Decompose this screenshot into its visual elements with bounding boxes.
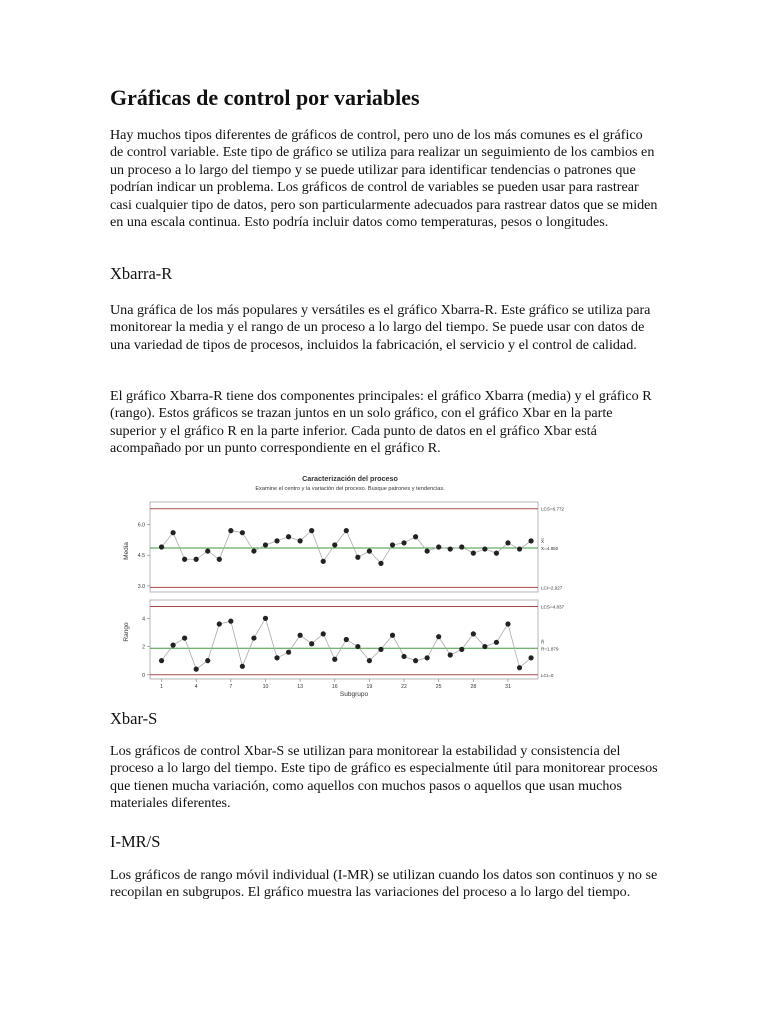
xbar-r-chart — [110, 472, 565, 704]
media-data-point — [240, 530, 245, 535]
x-tick-label-4: 13 — [297, 684, 304, 690]
media-data-point — [459, 544, 464, 549]
media-data-point — [205, 548, 210, 553]
rango-series-line — [162, 618, 532, 669]
x-tick-label-7: 22 — [401, 684, 407, 690]
rango-data-point — [355, 644, 360, 649]
rango-y-tick-label-2: 4 — [142, 616, 145, 623]
rango-data-point — [321, 631, 326, 636]
rango-data-point — [194, 667, 199, 672]
media-data-point — [436, 544, 441, 549]
media-data-point — [298, 538, 303, 543]
rango-data-point — [413, 658, 418, 663]
i-mr-s-paragraph: Los gráficos de rango móvil individual (I-MR) se utilizan cuando los datos son continuos y no se recopilan en subgrupos. El gráfico muestra las variaciones del proceso a lo largo del tiempo. — [110, 867, 658, 901]
control-chart-figure — [110, 472, 565, 704]
x-tick-label-0: 1 — [160, 684, 163, 690]
media-data-point — [413, 534, 418, 539]
xbarra-r-paragraph-1: Una gráfica de los más populares y versátiles es el gráfico Xbarra-R. Este gráfico se utiliza para monitorear la media y el rango de un proceso a lo largo del tiempo. Se puede usar con datos de una variedad de tipos de procesos, incluidos la fabricación, el servicio y el control de calidad. — [110, 302, 651, 353]
rango-data-point — [436, 634, 441, 639]
x-axis-label: Subgrupo — [339, 691, 369, 698]
rango-ucl-label: LCS=4.837 — [541, 604, 565, 610]
rango-data-point — [205, 658, 210, 663]
section-heading-xbar-s: Xbar-S — [110, 709, 158, 728]
rango-data-point — [251, 635, 256, 640]
media-data-point — [263, 542, 268, 547]
rango-data-point — [240, 664, 245, 669]
media-data-point — [344, 528, 349, 533]
media-data-point — [194, 557, 199, 562]
rango-y-tick-label-1: 2 — [142, 644, 145, 651]
rango-data-point — [378, 647, 383, 652]
rango-data-point — [344, 637, 349, 642]
media-data-point — [251, 548, 256, 553]
media-data-point — [309, 528, 314, 533]
rango-data-point — [159, 658, 164, 663]
media-data-point — [321, 559, 326, 564]
x-tick-label-2: 7 — [229, 684, 233, 690]
media-data-point — [425, 548, 430, 553]
media-data-point — [286, 534, 291, 539]
media-y-tick-label-0: 3.0 — [137, 583, 145, 590]
media-data-point — [482, 546, 487, 551]
media-data-point — [228, 528, 233, 533]
rango-center-label: R=1.879 — [541, 646, 559, 652]
xbar-s-paragraph: Los gráficos de control Xbar-S se utilizan para monitorear la estabilidad y consistencia del proceso a lo largo del tiempo. Este tipo de gráfico es especialmente útil para monitorear procesos que tienen mucha variación, como aquellos con muchos pasos o aquellos que usan muchos materiales diferentes. — [110, 743, 658, 812]
media-data-point — [378, 561, 383, 566]
rango-data-point — [170, 643, 175, 648]
media-axis-label: Media — [123, 542, 130, 560]
rango-data-point — [494, 640, 499, 645]
media-y-tick-label-1: 4.5 — [137, 553, 145, 560]
media-data-point — [448, 546, 453, 551]
xbarra-r-paragraph-2: El gráfico Xbarra-R tiene dos componentes principales: el gráfico Xbarra (media) y el gráfico R (rango). Estos gráficos se trazan juntos en un solo gráfico, con el gráfico Xbar en la parte superior y el gráfico R en la parte inferior. Cada punto de datos en el gráfico Xbar está acompañado por un punto correspondiente en el gráfico R. — [110, 388, 652, 457]
x-tick-label-3: 10 — [262, 684, 269, 690]
rango-data-point — [448, 652, 453, 657]
rango-y-tick-label-0: 0 — [142, 672, 145, 679]
media-data-point — [332, 542, 337, 547]
x-tick-label-6: 19 — [366, 684, 373, 690]
rango-data-point — [298, 633, 303, 638]
chart-title: Caracterización del proceso — [302, 474, 398, 483]
media-panel-frame — [150, 502, 538, 592]
media-data-point — [159, 544, 164, 549]
rango-axis-label: Rango — [123, 622, 130, 642]
media-data-point — [401, 540, 406, 545]
intro-paragraph: Hay muchos tipos diferentes de gráficos de control, pero uno de los más comunes es el gráfico de control variable. Este tipo de gráfico se utiliza para realizar un seguimiento de los cambios en un proceso a lo largo del tiempo y se puede utilizar para identificar tendencias o patrones que podrían indicar un problema. Los gráficos de control de variables se pueden usar para rastrear casi cualquier tipo de datos, pero son particularmente adecuados para rastrear datos que se miden en una escala continua. Esto podría incluir datos como temperaturas, pesos o longitudes. — [110, 127, 658, 231]
rango-data-point — [459, 647, 464, 652]
media-ucl-label: LCS=6.772 — [541, 506, 565, 512]
media-data-point — [517, 546, 522, 551]
media-data-point — [170, 530, 175, 535]
rango-data-point — [505, 621, 510, 626]
rango-data-point — [390, 633, 395, 638]
x-tick-label-5: 16 — [331, 684, 338, 690]
rango-lcl-label: LCI=0 — [541, 672, 554, 678]
x-tick-label-1: 4 — [194, 684, 198, 690]
chart-subtitle: Examine el centro y la variación del proceso. Busque patrones y tendencias. — [255, 486, 445, 492]
media-data-point — [528, 538, 533, 543]
rango-data-point — [367, 658, 372, 663]
media-data-point — [182, 557, 187, 562]
rango-data-point — [482, 644, 487, 649]
media-data-point — [355, 555, 360, 560]
rango-data-point — [332, 657, 337, 662]
media-y-tick-label-2: 6.0 — [137, 522, 145, 529]
rango-data-point — [471, 631, 476, 636]
x-tick-label-9: 28 — [470, 684, 477, 690]
rango-data-point — [517, 665, 522, 670]
media-data-point — [505, 540, 510, 545]
media-data-point — [471, 551, 476, 556]
media-data-point — [217, 557, 222, 562]
media-data-point — [494, 551, 499, 556]
media-center-symbol: X̿ — [541, 539, 545, 545]
x-tick-label-8: 25 — [435, 684, 442, 690]
rango-data-point — [228, 619, 233, 624]
section-heading-i-mr-s: I-MR/S — [110, 832, 161, 851]
media-data-point — [390, 542, 395, 547]
media-data-point — [274, 538, 279, 543]
rango-data-point — [182, 635, 187, 640]
rango-data-point — [286, 650, 291, 655]
rango-data-point — [309, 641, 314, 646]
media-center-label: X=4.850 — [541, 546, 559, 552]
rango-center-symbol: R̄ — [541, 639, 545, 645]
x-tick-label-10: 31 — [505, 684, 511, 690]
rango-data-point — [263, 616, 268, 621]
section-heading-xbarra-r: Xbarra-R — [110, 264, 173, 283]
media-lcl-label: LCI=2.927 — [541, 585, 563, 591]
rango-data-point — [401, 654, 406, 659]
rango-data-point — [528, 655, 533, 660]
rango-data-point — [274, 655, 279, 660]
page-title: Gráficas de control por variables — [110, 85, 420, 110]
media-data-point — [367, 548, 372, 553]
rango-data-point — [425, 655, 430, 660]
rango-data-point — [217, 621, 222, 626]
